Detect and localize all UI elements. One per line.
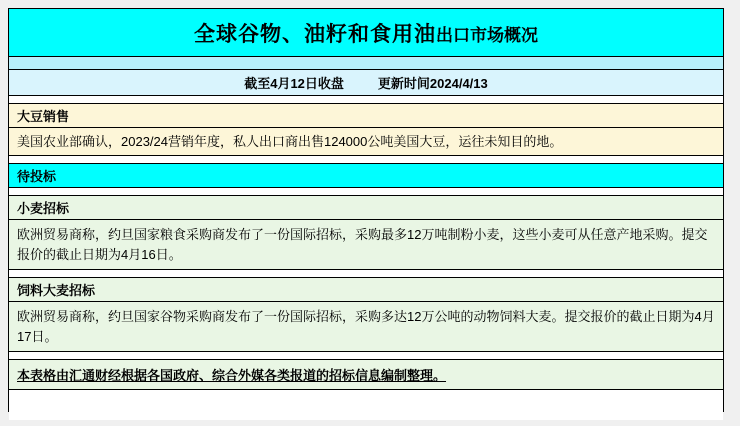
section-body-feed-barley-tender: 欧洲贸易商称，约旦国家谷物采购商发布了一份国际招标，采购多达12万公吨的动物饲料大麦。提交报价的截止日期为4月17日。 bbox=[9, 302, 723, 352]
page-title bbox=[194, 18, 538, 48]
meta-row bbox=[9, 70, 723, 96]
page-title-main: 全球谷物、油籽和食用油 bbox=[194, 22, 436, 46]
meta-close-label: 截至4月12日收盘 bbox=[244, 76, 344, 91]
document-title-row bbox=[9, 9, 723, 57]
footnote-text: 本表格由汇通财经根据各国政府、综合外媒各类报道的招标信息编制整理。 bbox=[17, 368, 447, 383]
gap-row-2 bbox=[9, 156, 723, 164]
section-header-wheat-tender: 小麦招标 bbox=[9, 196, 723, 220]
meta-update-label: 更新时间2024/4/13 bbox=[377, 76, 488, 91]
tail-row bbox=[9, 390, 723, 420]
gap-row-4 bbox=[9, 270, 723, 278]
spreadsheet-document bbox=[8, 8, 724, 412]
gap-row-3 bbox=[9, 188, 723, 196]
section-body-soybean-sales: 美国农业部确认，2023/24营销年度，私人出口商出售124000公吨美国大豆，运往未知目的地。 bbox=[9, 128, 723, 156]
section-header-pending-tenders: 待投标 bbox=[9, 164, 723, 188]
section-header-feed-barley-tender: 饲料大麦招标 bbox=[9, 278, 723, 302]
title-spacer-row bbox=[9, 57, 723, 70]
footnote-row bbox=[9, 360, 723, 390]
page-title-suffix: 出口市场概况 bbox=[436, 25, 538, 45]
gap-row-1 bbox=[9, 96, 723, 104]
gap-row-5 bbox=[9, 352, 723, 360]
section-header-soybean-sales: 大豆销售 bbox=[9, 104, 723, 128]
section-body-wheat-tender: 欧洲贸易商称，约旦国家粮食采购商发布了一份国际招标，采购最多12万吨制粉小麦，这些小麦可从任意产地采购。提交报价的截止日期为4月16日。 bbox=[9, 220, 723, 270]
